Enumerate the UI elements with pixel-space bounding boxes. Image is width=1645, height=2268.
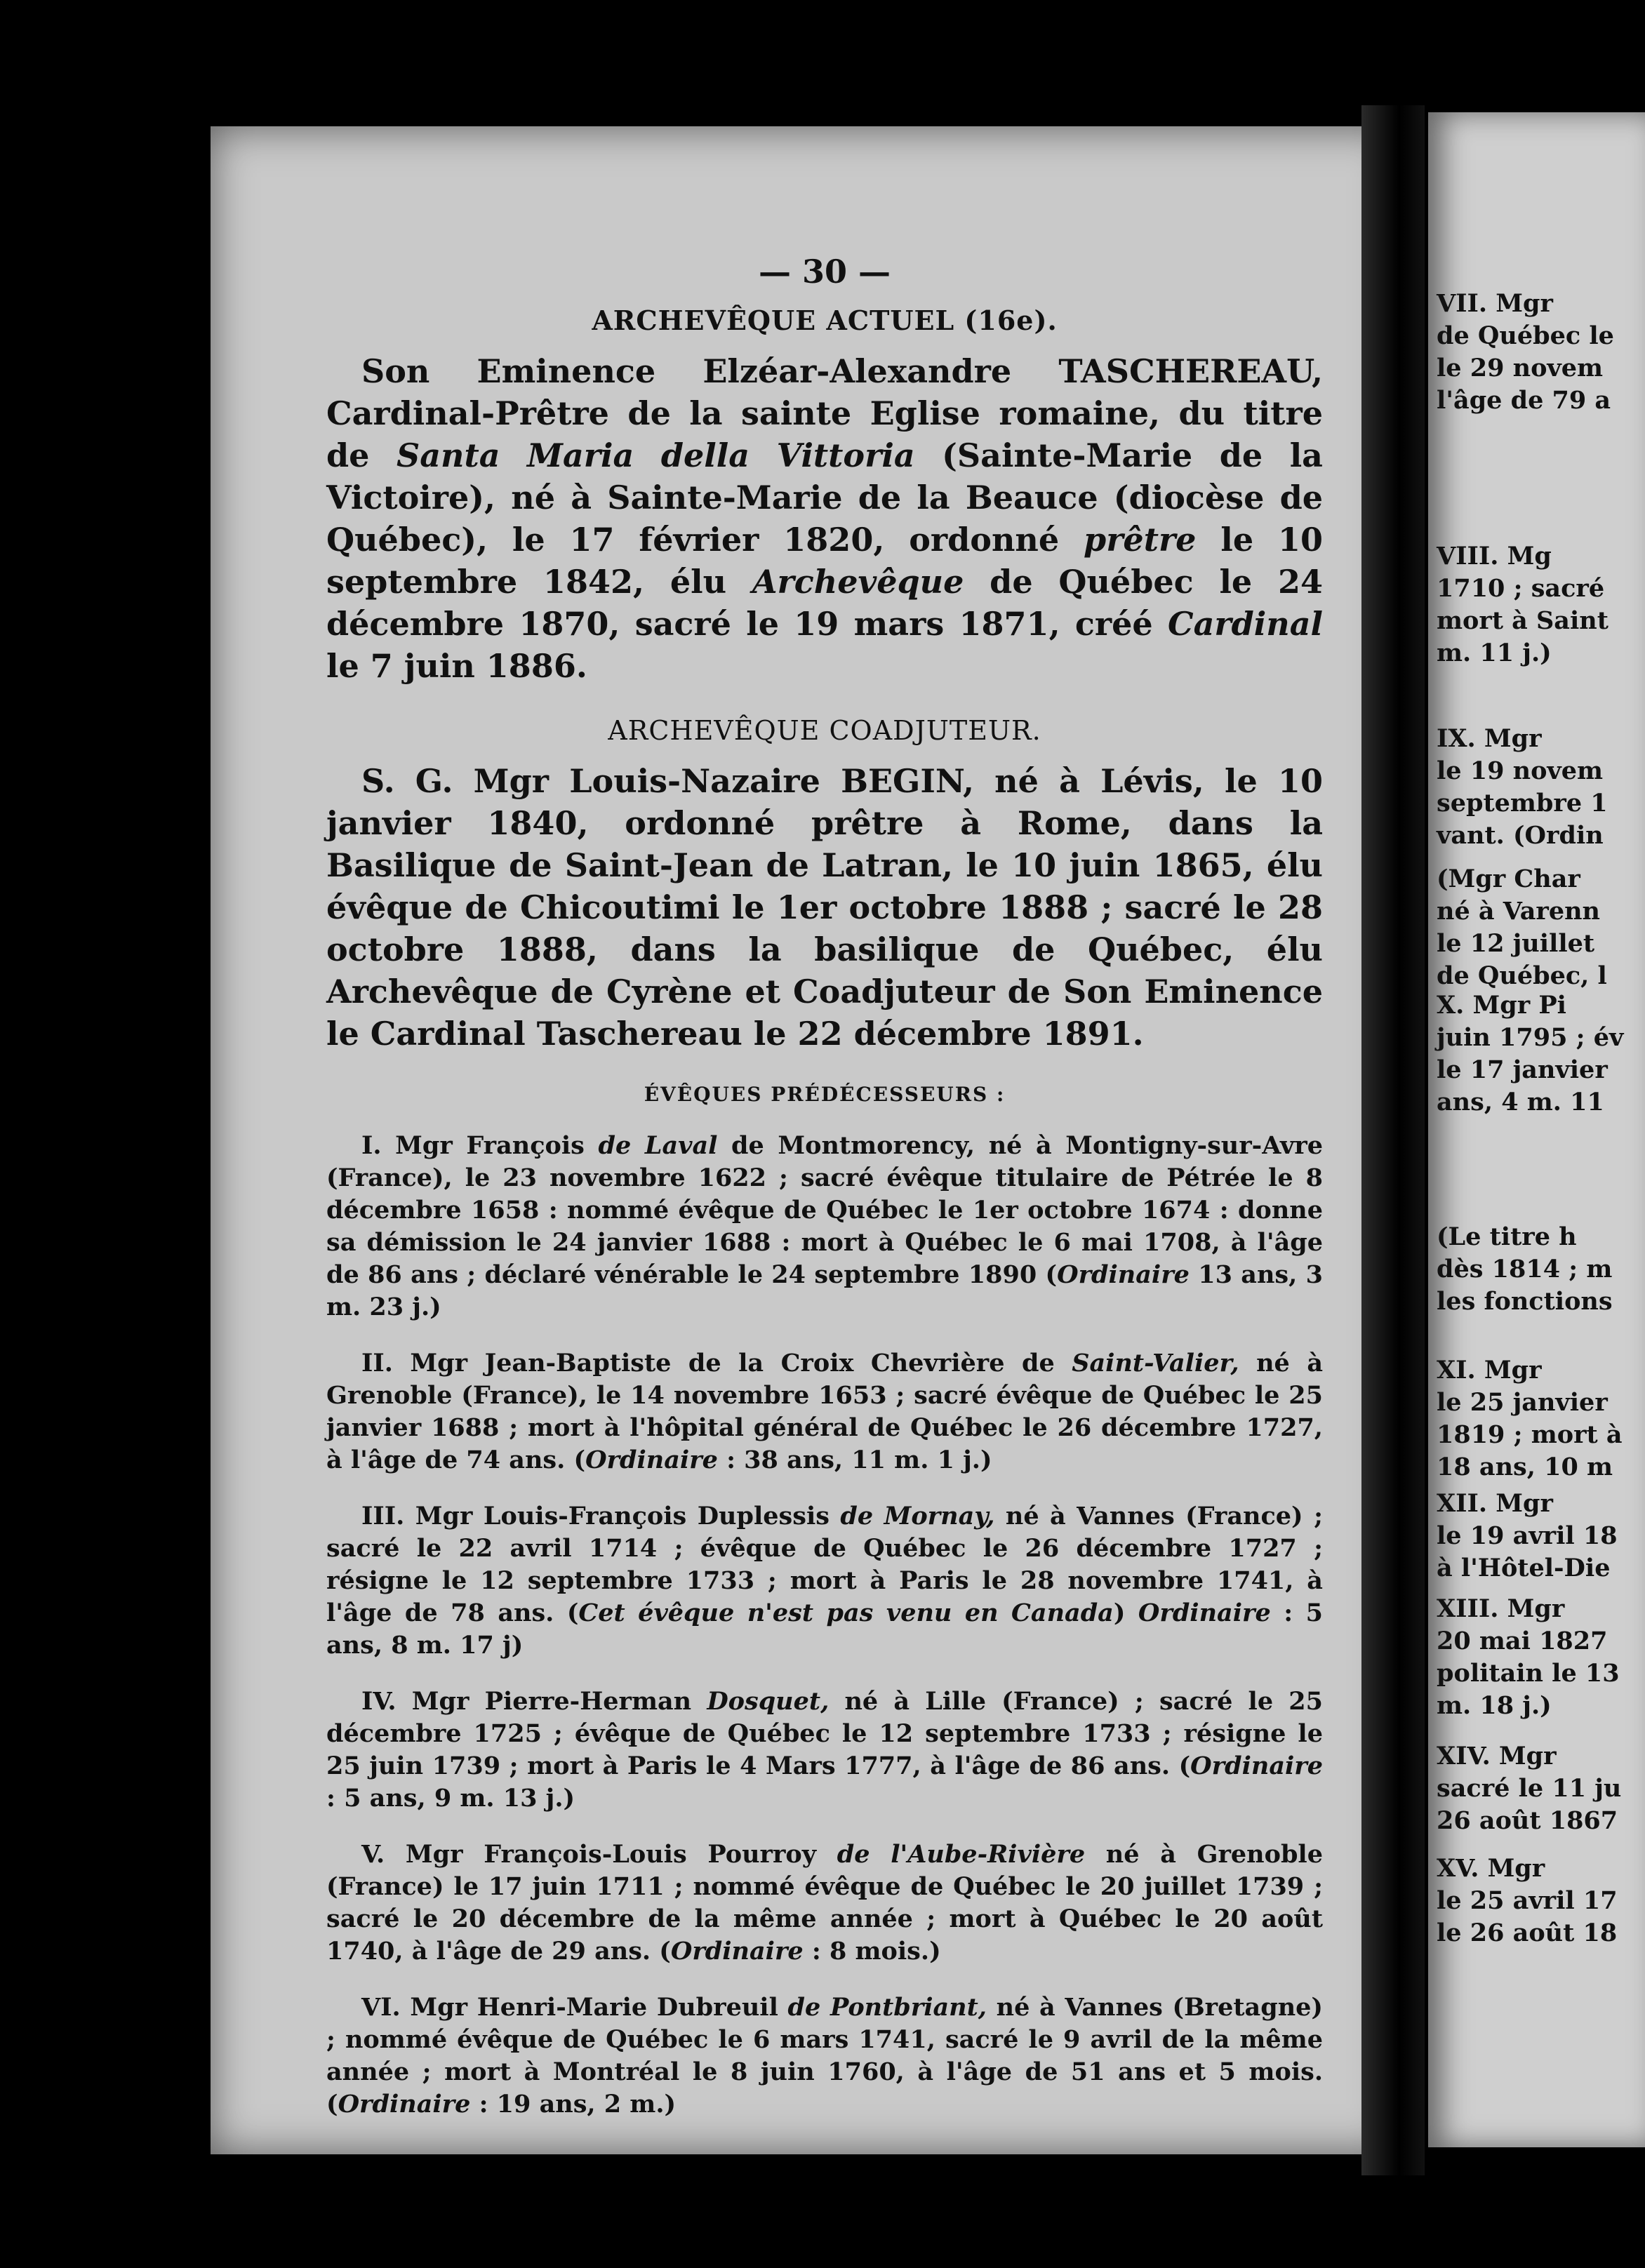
right-page-line: 18 ans, 10 m — [1437, 1453, 1613, 1481]
right-page-line: le 25 janvier — [1437, 1388, 1608, 1417]
predecessor-list — [326, 1130, 1323, 2121]
right-page-line: 20 mai 1827 — [1437, 1627, 1608, 1655]
heading-archeveque-coadjuteur: ARCHEVÊQUE COADJUTEUR. — [608, 715, 1041, 746]
text-span: le 7 juin 1886. — [326, 647, 587, 685]
italic-text: Cet évêque n'est pas venu en Canada — [578, 1599, 1114, 1627]
right-page-line: XV. Mgr — [1437, 1854, 1545, 1883]
left-page — [211, 126, 1397, 2154]
right-page-entry — [1437, 723, 1645, 852]
right-page-line: le 29 novem — [1437, 354, 1604, 382]
text-span: Son Eminence Elzéar-Alexandre TASCHEREAU, Cardinal-Prêtre de la sainte Eglise romaine, du titre de — [326, 352, 1323, 474]
text-span: Mgr Henri-Marie Dubreuil — [400, 1993, 788, 2022]
italic-text: Ordinaire — [338, 2090, 471, 2119]
page-number: — 30 — — [758, 253, 891, 291]
text-span: Mgr Jean-Baptiste de la Croix Chevrière de — [392, 1349, 1072, 1378]
right-page-line: vant. (Ordin — [1437, 821, 1604, 850]
text-span: Mgr Pierre-Herman — [396, 1687, 707, 1716]
right-page-line: XIII. Mgr — [1437, 1594, 1565, 1623]
text-span: de Montmorency, né à Montigny-sur-Avre (France), le 23 novembre 1622 ; sacré évêque titulaire de Pétrée le 8 décembre 1658 : nommé évêque de Québec le 1er octobre 1674 : donne sa démission le 24 janvier 1688 : mort à Québec le 6 mai 1708, à l'âge de 86 ans ; déclaré vénérable le 24 septembre 1890 ( — [326, 1131, 1323, 1289]
right-page-line: à l'Hôtel-Die — [1437, 1554, 1611, 1582]
right-page-line: l'âge de 79 a — [1437, 386, 1611, 415]
text-span: né à Grenoble (France) le 17 juin 1711 ; nommé évêque de Québec le 20 juillet 1739 ; sacré le 20 décembre de la même année ; mort à Québec le 20 août 1740, à l'âge de 29 ans. ( — [326, 1840, 1323, 1966]
right-page-entry — [1437, 1740, 1645, 1837]
right-page-entry — [1437, 540, 1645, 669]
right-page-line: XII. Mgr — [1437, 1489, 1553, 1518]
text-span: : 8 mois.) — [803, 1937, 941, 1966]
right-page-entry — [1437, 1221, 1645, 1318]
right-page-line: de Québec le — [1437, 321, 1614, 350]
right-page-line: X. Mgr Pi — [1437, 991, 1566, 1020]
text-span: Mgr François — [381, 1131, 599, 1160]
right-page-entry — [1437, 288, 1645, 417]
heading-archeveque-actuel: ARCHEVÊQUE ACTUEL (16e). — [592, 305, 1058, 336]
right-page-entry — [1437, 1488, 1645, 1585]
right-page-line: XIV. Mgr — [1437, 1742, 1557, 1770]
entry-numeral: II. — [361, 1349, 393, 1378]
entry-numeral: V. — [361, 1840, 385, 1869]
text-span: : 38 ans, 11 m. 1 j.) — [717, 1446, 992, 1474]
italic-text: Ordinaire — [1190, 1752, 1323, 1780]
predecessor-entry — [326, 1686, 1323, 1815]
right-page-line: VII. Mgr — [1437, 289, 1553, 318]
right-page-line: ans, 4 m. 11 — [1437, 1088, 1604, 1116]
right-page-line: le 25 avril 17 — [1437, 1886, 1618, 1915]
right-page-line: sacré le 11 ju — [1437, 1774, 1622, 1803]
italic-text: de Pontbriant, — [787, 1993, 987, 2022]
italic-text: Cardinal — [1167, 605, 1323, 643]
italic-text: Ordinaire — [1138, 1599, 1271, 1627]
right-page-line: mort à Saint — [1437, 606, 1609, 635]
right-page-entry — [1437, 1853, 1645, 1949]
predecessor-entry — [326, 1500, 1323, 1662]
right-page — [1428, 112, 1645, 2147]
italic-text: de Mornay, — [840, 1502, 995, 1530]
entry-numeral: III. — [361, 1502, 405, 1530]
right-page-line: le 19 novem — [1437, 756, 1604, 785]
right-page-line: le 26 août 18 — [1437, 1919, 1618, 1947]
text-span: né à Lille (France) ; sacré le 25 décembre 1725 ; évêque de Québec le 12 septembre 1733 ; résigne le 25 juin 1739 ; mort à Paris le 4 Mars 1777, à l'âge de 86 ans. ( — [326, 1687, 1323, 1780]
italic-text: Santa Maria della Vittoria — [396, 436, 915, 474]
text-span: ) — [1113, 1599, 1138, 1627]
text-span: de Québec le 24 décembre 1870, sacré le 19 mars 1871, créé — [326, 563, 1324, 643]
text-span: : 5 ans, 9 m. 13 j.) — [326, 1784, 575, 1813]
text-span: né à Vannes (France) ; sacré le 22 avril 1714 ; évêque de Québec le 26 décembre 1727 ; résigne le 12 septembre 1733 ; mort à Paris le 28 novembre 1741, à l'âge de 78 ans. ( — [326, 1502, 1323, 1627]
right-page-line: le 19 avril 18 — [1437, 1521, 1618, 1550]
right-page-line: né à Varenn — [1437, 897, 1600, 926]
right-page-line: VIII. Mg — [1437, 542, 1552, 571]
entry-numeral: IV. — [361, 1687, 397, 1716]
text-span: : 19 ans, 2 m.) — [470, 2090, 677, 2119]
italic-text: Saint-Valier, — [1072, 1349, 1239, 1378]
italic-text: Ordinaire — [585, 1446, 718, 1474]
right-page-entry — [1437, 863, 1645, 992]
right-page-line: septembre 1 — [1437, 789, 1608, 818]
predecessor-entry — [326, 1992, 1323, 2121]
right-page-line: de Québec, l — [1437, 961, 1607, 990]
predecessor-entry — [326, 1347, 1323, 1476]
heading-eveques-predecesseurs: ÉVÊQUES PRÉDÉCESSEURS : — [644, 1083, 1006, 1106]
italic-text: de Laval — [598, 1131, 718, 1160]
right-page-entry — [1437, 1593, 1645, 1722]
right-page-line: (Mgr Char — [1437, 865, 1580, 893]
paragraph-taschereau — [326, 350, 1323, 687]
right-page-entry — [1437, 989, 1645, 1119]
right-page-line: le 17 janvier — [1437, 1055, 1608, 1084]
right-page-line: m. 11 j.) — [1437, 639, 1552, 667]
text-span: 13 ans, 3 m. 23 j.) — [326, 1260, 1323, 1321]
text-span: le 10 septembre 1842, élu — [326, 521, 1323, 601]
entry-numeral: VI. — [361, 1993, 401, 2022]
italic-text: de l'Aube-Rivière — [837, 1840, 1086, 1869]
right-page-line: politain le 13 — [1437, 1659, 1620, 1688]
book-gutter — [1361, 105, 1425, 2175]
text-span: né à Vannes (Bretagne) ; nommé évêque de Québec le 6 mars 1741, sacré le 9 avril de la même année ; mort à Montréal le 8 juin 1760, à l'âge de 51 ans et 5 mois. ( — [326, 1993, 1323, 2119]
text-span: Mgr François-Louis Pourroy — [385, 1840, 837, 1869]
right-page-line: le 12 juillet — [1437, 929, 1595, 958]
italic-text: Dosquet, — [707, 1687, 830, 1716]
text-span: né à Grenoble (France), le 14 novembre 1653 ; sacré évêque de Québec le 25 janvier 1688 ; mort à l'hôpital général de Québec le 26 décembre 1727, à l'âge de 74 ans. ( — [326, 1349, 1323, 1474]
text-span: : 5 ans, 8 m. 17 j) — [326, 1599, 1323, 1660]
italic-text: prêtre — [1084, 521, 1197, 559]
right-page-line: les fonctions — [1437, 1287, 1613, 1316]
right-page-line: juin 1795 ; év — [1437, 1023, 1624, 1052]
right-page-line: 1710 ; sacré — [1437, 574, 1605, 603]
text-span: (Sainte-Marie de la Victoire), né à Sainte-Marie de la Beauce (diocèse de Québec), le 17 février 1820, ordonné — [326, 436, 1323, 559]
right-page-line: IX. Mgr — [1437, 724, 1542, 753]
right-page-line: 1819 ; mort à — [1437, 1420, 1623, 1449]
right-page-line: XI. Mgr — [1437, 1356, 1542, 1385]
predecessor-entry — [326, 1130, 1323, 1323]
predecessor-entry — [326, 1839, 1323, 1968]
right-page-entry — [1437, 1354, 1645, 1483]
italic-text: Ordinaire — [670, 1937, 804, 1966]
left-page-content — [326, 253, 1323, 2144]
right-page-line: m. 18 j.) — [1437, 1691, 1552, 1720]
right-page-line: dès 1814 ; m — [1437, 1255, 1613, 1283]
paragraph-begin: S. G. Mgr Louis-Nazaire BEGIN, né à Lévis, le 10 janvier 1840, ordonné prêtre à Rome, dans la Basilique de Saint-Jean de Latran, le 10 juin 1865, élu évêque de Chicoutimi le 1er octobre 1888 ; sacré le 28 octobre 1888, dans la basilique de Québec, élu Archevêque de Cyrène et Coadjuteur de Son Eminence le Cardinal Taschereau le 22 décembre 1891. — [326, 762, 1323, 1053]
entry-numeral: I. — [361, 1131, 382, 1160]
right-page-line: 26 août 1867 — [1437, 1806, 1618, 1835]
italic-text: Ordinaire — [1057, 1260, 1190, 1289]
right-page-line: (Le titre h — [1437, 1222, 1577, 1251]
text-span: Mgr Louis-François Duplessis — [404, 1502, 841, 1530]
italic-text: Archevêque — [752, 563, 964, 601]
